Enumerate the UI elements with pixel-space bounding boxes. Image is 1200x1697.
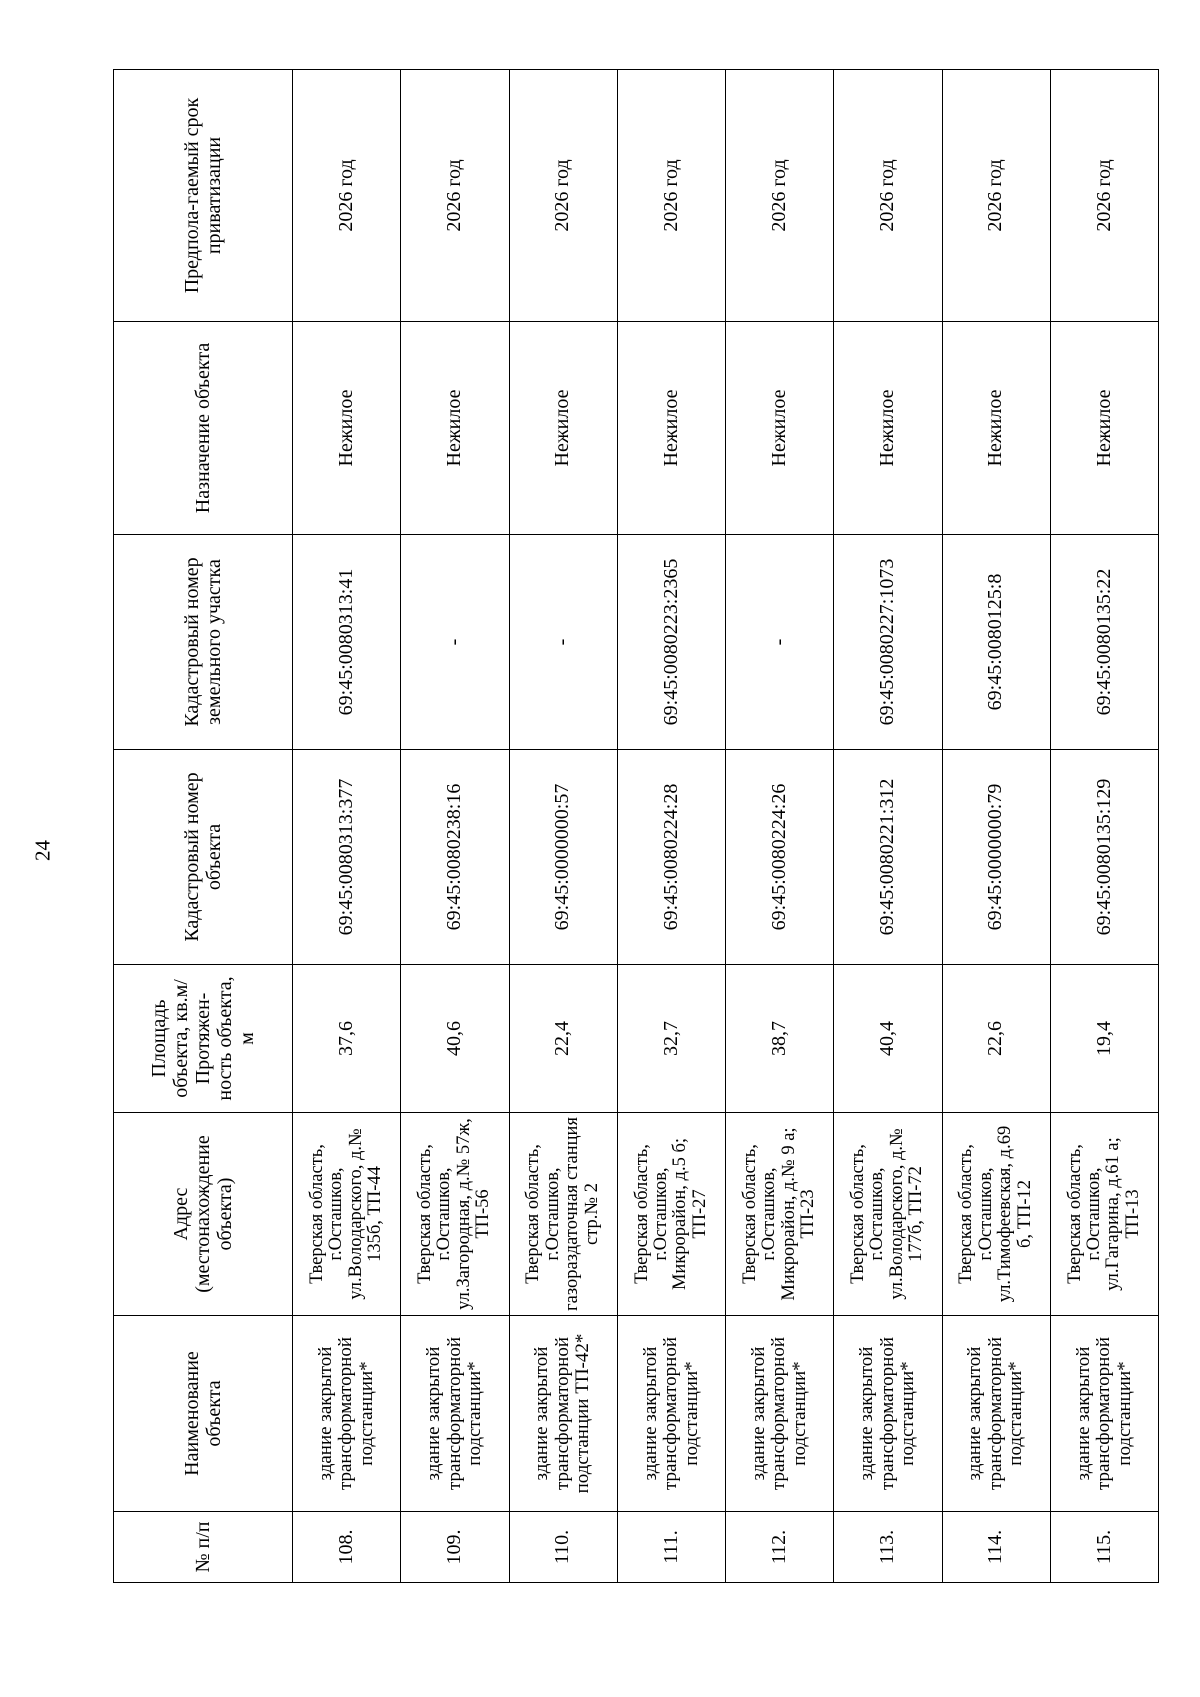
cadastral-land: 69:45:0080125:8 [942,535,1050,750]
row-number: 111. [617,1512,725,1583]
object-area: 22,4 [509,965,617,1113]
cadastral-object: 69:45:0080221:312 [834,750,942,965]
object-address: Тверская область, г.Осташков, ул.Володарского, д.№ 135б, ТП-44 [293,1113,401,1316]
row-number: 108. [293,1512,401,1583]
cadastral-object: 69:45:0080224:28 [617,750,725,965]
row-number: 114. [942,1512,1050,1583]
cadastral-object: 69:45:0000000:57 [509,750,617,965]
object-area: 38,7 [726,965,834,1113]
object-name: здание закрытой трансформаторной подстанции* [617,1316,725,1512]
header-name: Наименование объекта [114,1316,293,1512]
object-purpose: Нежилое [942,322,1050,535]
table-row [834,70,942,1583]
cadastral-land: 69:45:0080135:22 [1050,535,1158,750]
privatization-term: 2026 год [401,70,509,322]
privatization-term: 2026 год [726,70,834,322]
privatization-term: 2026 год [293,70,401,322]
row-number: 109. [401,1512,509,1583]
header-address: Адрес (местонахождение объекта) [114,1113,293,1316]
privatization-table-container [113,70,1159,1583]
header-area: Площадь объекта, кв.м/ Протяжен-ность объекта, м [114,965,293,1113]
cadastral-land: - [509,535,617,750]
privatization-term: 2026 год [509,70,617,322]
object-address: Тверская область, г.Осташков, ул.Володарского, д.№ 177б, ТП-72 [834,1113,942,1316]
object-address: Тверская область, г.Осташков, ул.Гагарина, д.61 а; ТП-13 [1050,1113,1158,1316]
row-number: 115. [1050,1512,1158,1583]
table-row [617,70,725,1583]
object-purpose: Нежилое [1050,322,1158,535]
cadastral-object: 69:45:0080238:16 [401,750,509,965]
object-name: здание закрытой трансформаторной подстанции* [726,1316,834,1512]
object-area: 40,6 [401,965,509,1113]
object-address: Тверская область, г.Осташков, Микрорайон, д.№ 9 а; ТП-23 [726,1113,834,1316]
privatization-term: 2026 год [617,70,725,322]
row-number: 112. [726,1512,834,1583]
header-privatization-term: Предпола-гаемый срок приватизации [114,70,293,322]
cadastral-object: 69:45:0080313:377 [293,750,401,965]
object-purpose: Нежилое [617,322,725,535]
header-number: № п/п [114,1512,293,1583]
row-number: 113. [834,1512,942,1583]
object-area: 22,6 [942,965,1050,1113]
header-purpose: Назначение объекта [114,322,293,535]
cadastral-object: 69:45:0080224:26 [726,750,834,965]
object-purpose: Нежилое [726,322,834,535]
object-name: здание закрытой трансформаторной подстанции* [1050,1316,1158,1512]
header-cadastral-land: Кадастровый номер земельного участка [114,535,293,750]
cadastral-land: 69:45:0080313:41 [293,535,401,750]
object-purpose: Нежилое [401,322,509,535]
object-address: Тверская область, г.Осташков, газораздаточная станция стр.№ 2 [509,1113,617,1316]
object-purpose: Нежилое [293,322,401,535]
object-name: здание закрытой трансформаторной подстанции* [293,1316,401,1512]
cadastral-land: - [726,535,834,750]
object-name: здание закрытой трансформаторной подстанции* [401,1316,509,1512]
object-name: здание закрытой трансформаторной подстанции* [834,1316,942,1512]
object-area: 19,4 [1050,965,1158,1113]
table-row [293,70,401,1583]
object-name: здание закрытой трансформаторной подстанции ТП-42* [509,1316,617,1512]
cadastral-object: 69:45:0080135:129 [1050,750,1158,965]
privatization-term: 2026 год [1050,70,1158,322]
row-number: 110. [509,1512,617,1583]
table-header-row [114,70,293,1583]
table-row [726,70,834,1583]
privatization-term: 2026 год [834,70,942,322]
object-purpose: Нежилое [834,322,942,535]
object-address: Тверская область, г.Осташков, Микрорайон, д.5 б; ТП-27 [617,1113,725,1316]
object-area: 32,7 [617,965,725,1113]
cadastral-object: 69:45:0000000:79 [942,750,1050,965]
privatization-table [113,69,1159,1583]
object-address: Тверская область, г.Осташков, ул.Тимофеевская, д.69 б, ТП-12 [942,1113,1050,1316]
table-row [401,70,509,1583]
object-address: Тверская область, г.Осташков, ул.Загородная, д.№ 57ж, ТП-56 [401,1113,509,1316]
page-number: 24 [30,840,55,861]
privatization-term: 2026 год [942,70,1050,322]
object-name: здание закрытой трансформаторной подстанции* [942,1316,1050,1512]
table-row [509,70,617,1583]
table-row [1050,70,1158,1583]
cadastral-land: 69:45:0080223:2365 [617,535,725,750]
cadastral-land: - [401,535,509,750]
cadastral-land: 69:45:0080227:1073 [834,535,942,750]
object-area: 40,4 [834,965,942,1113]
object-area: 37,6 [293,965,401,1113]
header-cadastral-object: Кадастровый номер объекта [114,750,293,965]
object-purpose: Нежилое [509,322,617,535]
table-row [942,70,1050,1583]
